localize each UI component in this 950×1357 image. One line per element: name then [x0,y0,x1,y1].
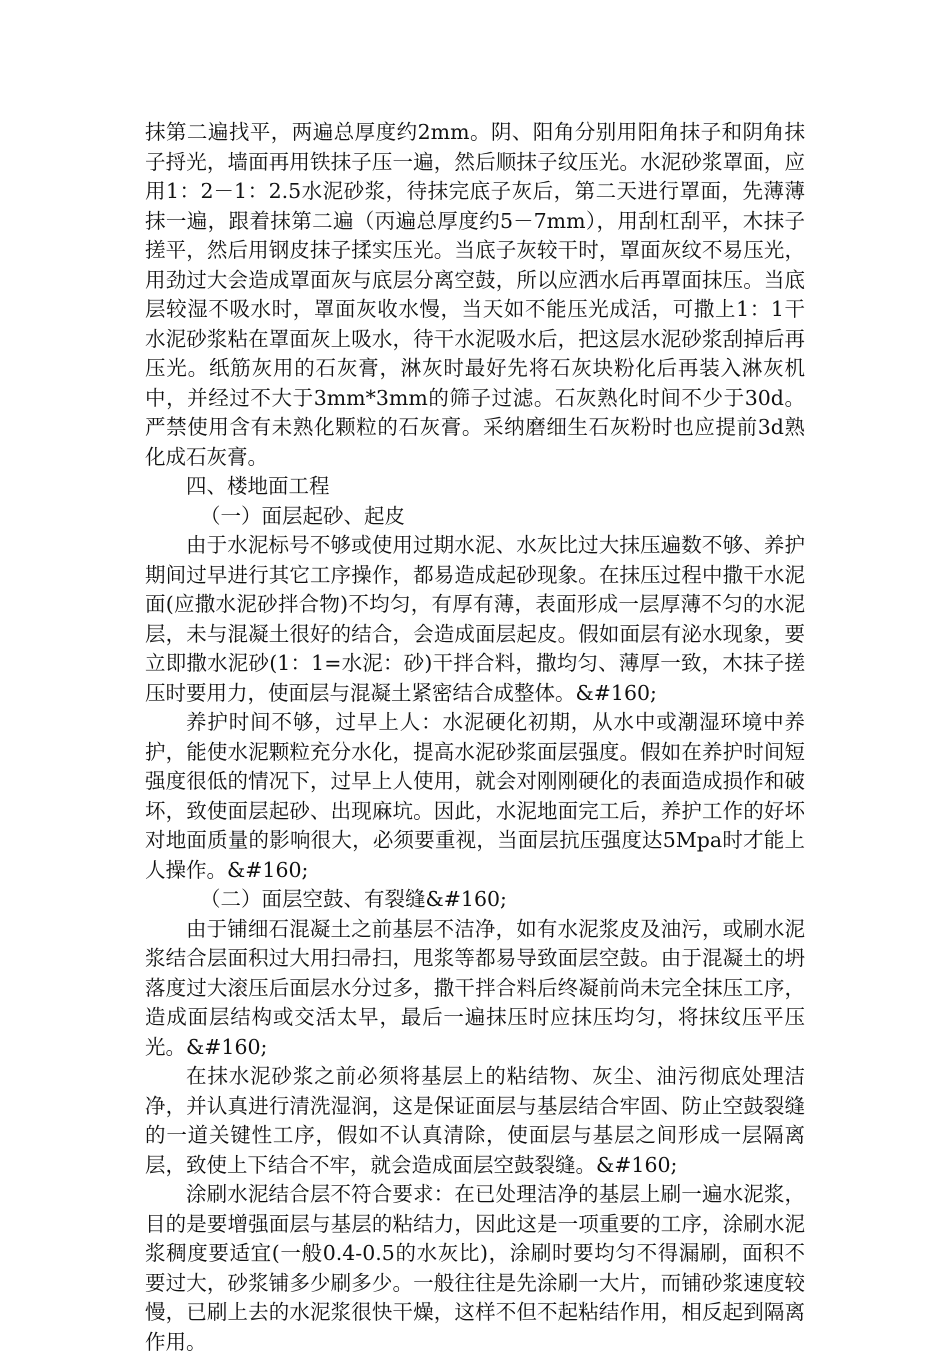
subheading-hollowing-cracks: （二）面层空鼓、有裂缝&#160; [200,887,507,911]
paragraph-bonding-layer: 涂刷水泥结合层不符合要求：在已处理洁净的基层上刷一遍水泥浆，目的是要增强面层与基层的粘结力，因此这是一项重要的工序，涂刷水泥浆稠度要适宜(一般0.4-0.5的水灰比)，涂刷时要均匀不得漏刷，面积不要过大，砂浆铺多少刷多少。一般往往是先涂刷一大片，而铺砂浆速度较慢，已刷上去的水泥浆很快干燥，这样不但不起粘结作用，相反起到隔离作用。 [145,1182,805,1354]
paragraph-sanding-causes: 由于水泥标号不够或使用过期水泥、水灰比过大抹压遍数不够、养护期间过早进行其它工序操作，都易造成起砂现象。在抹压过程中撒干水泥面(应撒水泥砂拌合物)不均匀，有厚有薄，表面形成一层厚薄不匀的水泥层，未与混凝土很好的结合，会造成面层起皮。假如面层有泌水现象，要立即撒水泥砂(1：1=水泥：砂)干拌合料，撒均匀、薄厚一致，木抹子搓压时要用力，使面层与混凝土紧密结合成整体。&#160; [145,533,805,705]
paragraph-curing-time: 养护时间不够，过早上人：水泥硬化初期，从水中或潮湿环境中养护，能使水泥颗粒充分水化，提高水泥砂浆面层强度。假如在养护时间短强度很低的情况下，过早上人使用，就会对刚刚硬化的表面造成损作和破坏，致使面层起砂、出现麻坑。因此，水泥地面完工后，养护工作的好坏对地面质量的影响很大，必须要重视，当面层抗压强度达5Mpa时才能上人操作。&#160; [145,710,805,882]
document-page [145,118,805,1357]
section-heading-floor-works: 四、楼地面工程 [186,474,330,498]
paragraph-base-cleaning: 在抹水泥砂浆之前必须将基层上的粘结物、灰尘、油污彻底处理洁净，并认真进行清洗湿润，这是保证面层与基层结合牢固、防止空鼓裂缝的一道关键性工序，假如不认真清除，使面层与基层之间形成一层隔离层，致使上下结合不牢，就会造成面层空鼓裂缝。&#160; [145,1064,805,1177]
paragraph-plastering-continuation: 抹第二遍找平，两遍总厚度约2mm。阴、阳角分别用阳角抹子和阴角抹子捋光，墙面再用铁抹子压一遍，然后顺抹子纹压光。水泥砂浆罩面，应用1：2－1：2.5水泥砂浆，待抹完底子灰后，第二天进行罩面，先薄薄抹一遍，跟着抹第二遍（丙遍总厚度约5－7mm），用刮杠刮平，木抹子搓平，然后用钢皮抹子揉实压光。当底子灰较干时，罩面灰纹不易压光，用劲过大会造成罩面灰与底层分离空鼓，所以应洒水后再罩面抹压。当底层较湿不吸水时，罩面灰收水慢，当天如不能压光成活，可撒上1：1干水泥砂浆粘在罩面灰上吸水，待干水泥吸水后，把这层水泥砂浆刮掉后再压光。纸筋灰用的石灰膏，淋灰时最好先将石灰块粉化后再装入淋灰机中，并经过不大于3mm*3mm的筛子过滤。石灰熟化时间不少于30d。严禁使用含有未熟化颗粒的石灰膏。采纳磨细生石灰粉时也应提前3d熟化成石灰膏。 [145,120,805,469]
subheading-sanding-peeling: （一）面层起砂、起皮 [200,503,405,528]
paragraph-hollowing-causes: 由于铺细石混凝土之前基层不洁净，如有水泥浆皮及油污，或刷水泥浆结合层面积过大用扫帚扫，甩浆等都易导致面层空鼓。由于混凝土的坍落度过大滚压后面层水分过多，撒干拌合料后终凝前尚未完全抹压工序，造成面层结构或交活太早，最后一遍抹压时应抹压均匀，将抹纹压平压光。&#160; [145,916,805,1059]
